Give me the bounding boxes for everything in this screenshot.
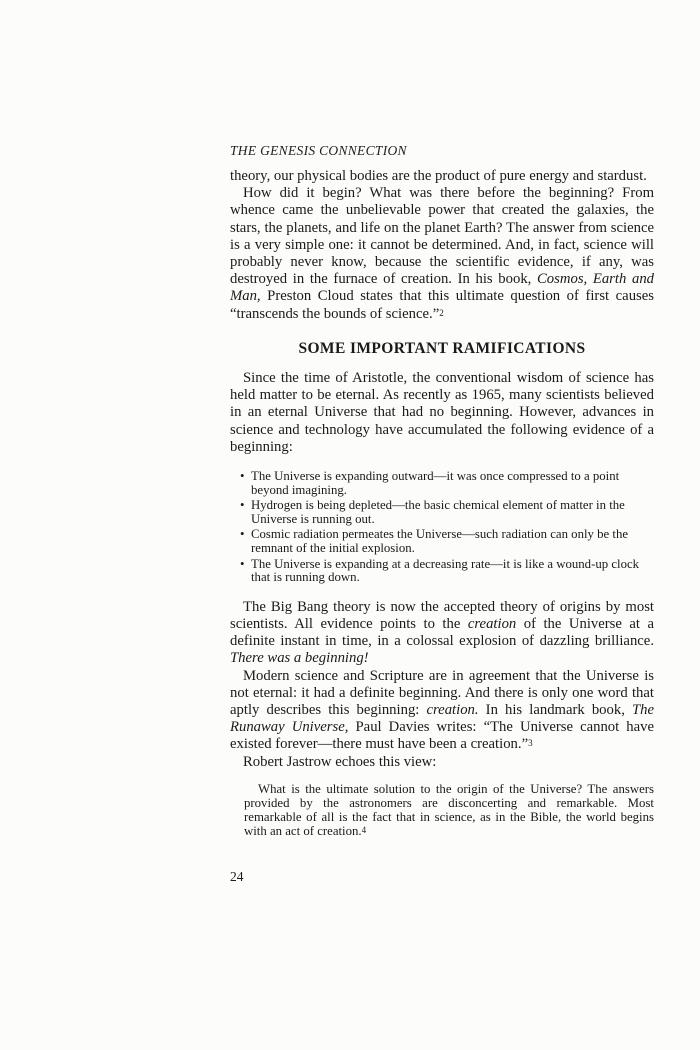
footnote-ref-2: 2 (439, 307, 444, 318)
footnote-ref-4: 4 (361, 825, 367, 836)
list-item-text: Cosmic radiation permeates the Universe—such radiation can only be the remnant of the initial explosion. (251, 527, 629, 556)
paragraph-origins-text-end: Preston Cloud states that this ultimate question of first causes “transcends the bounds of science.” (230, 288, 654, 322)
section-heading: SOME IMPORTANT RAMIFICATIONS (298, 339, 586, 357)
book-title-cosmos: Cosmos, Earth and Man, (230, 271, 655, 305)
body-text (230, 168, 654, 839)
paragraph-big-bang-text-mid: of the Universe at a definite instant in time, in a colossal explosion of dazzling brilliance. (230, 616, 654, 650)
paragraph-jastrow: Robert Jastrow echoes this view: (243, 753, 437, 770)
paragraph-scripture-text-end: Paul Davies writes: “The Universe cannot have existed forever—there must have been a creation.” (230, 719, 655, 753)
paragraph-origins-text: How did it begin? What was there before the beginning? From whence came the unbelievable power that created the galaxies, the stars, the planets, and life on the planet Earth? The answer from science is a very simple one: it cannot be determined. And, in fact, science will probably never know, because the scientific evidence, if any, was destroyed in the furnace of creation. In his book, (230, 185, 654, 288)
evidence-list (230, 470, 654, 585)
paragraph-big-bang (230, 599, 654, 668)
list-item (240, 470, 654, 497)
running-head: THE GENESIS CONNECTION (230, 143, 407, 158)
book-title-runaway: The Runaway Universe, (230, 702, 655, 736)
emphasis-creation: creation (467, 616, 517, 632)
bullet-icon: • (240, 469, 245, 484)
bullet-icon: • (240, 527, 245, 542)
list-item (240, 499, 654, 526)
paragraph-scripture-text: Modern science and Scripture are in agreement that the Universe is not eternal: it had a definite beginning. And there is only one word that aptly describes this beginning: (230, 667, 654, 719)
page-number: 24 (230, 869, 244, 884)
block-quote-text (244, 782, 654, 839)
list-item-text: Hydrogen is being depleted—the basic chemical element of matter in the Universe is running out. (251, 498, 625, 526)
footnote-ref-3: 3 (528, 738, 533, 749)
block-quote (230, 782, 654, 839)
paragraph-continued: theory, our physical bodies are the product of pure energy and stardust. (230, 168, 647, 184)
list-item (240, 528, 654, 555)
list-item-text: The Universe is expanding at a decreasing rate—it is like a wound-up clock that is running down. (251, 556, 640, 585)
paragraph-scripture-text-mid: In his landmark book, (485, 702, 625, 719)
list-item-text: The Universe is expanding outward—it was once compressed to a point beyond imagining. (251, 469, 620, 497)
emphasis-creation-2: creation. (426, 702, 479, 719)
bullet-icon: • (240, 556, 245, 571)
bullet-icon: • (240, 498, 245, 513)
block-quote-body: What is the ultimate solution to the origin of the Universe? The answers provided by the astronomers are disconcerting and remarkable. Most remarkable of all is the fact that in science, as in the Bible, the world begins with an act of creation. (244, 781, 654, 839)
paragraph-big-bang-text: The Big Bang theory is now the accepted theory of origins by most scientists. All evidence points to the (230, 598, 654, 632)
paragraph-scripture (230, 668, 654, 754)
paragraph-origins (230, 185, 654, 323)
paragraph-aristotle: Since the time of Aristotle, the conventional wisdom of science has held matter to be eternal. As recently as 1965, many scientists believed in an eternal Universe that had no beginning. However, advances in science and technology have accumulated the following evidence of a beginning: (230, 370, 654, 455)
emphasis-beginning: There was a beginning! (230, 650, 369, 667)
list-item (240, 558, 654, 585)
